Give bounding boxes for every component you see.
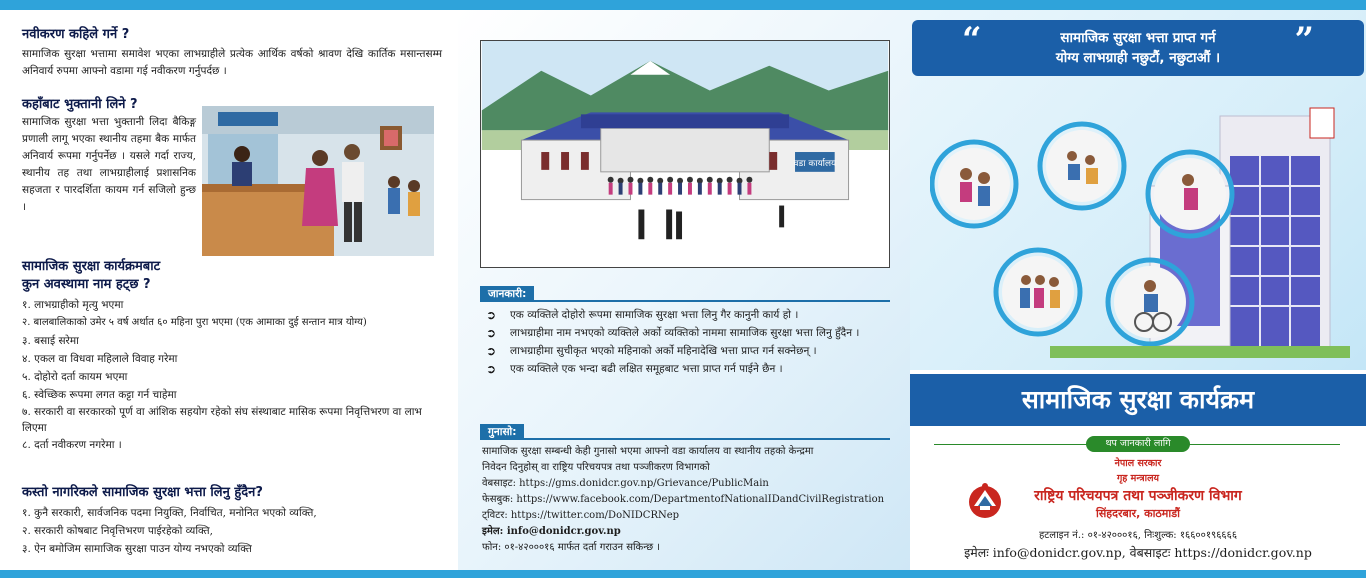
list-item: ➲ लाभग्राहीमा नाम नभएको व्यक्तिले अर्को व्यक्तिको नाममा सामाजिक सुरक्षा भत्ता लिनु हुँदैन । <box>486 326 860 340</box>
payment-body: सामाजिक सुरक्षा भत्ता भुक्तानी लिदा बैकिङ्ग प्रणाली लागू भएका स्थानीय तहमा बैक मार्फत अनिवार्य रूपमा गर्नुपर्नेछ । यसले गर्दा राज्य, स्थानीय तह तथा लाभग्राहीलाई प्रशासनिक सहजता र पारदर्शिता कायम गर्न सजिलो हुन्छ । <box>22 116 196 213</box>
org-department: राष्ट्रिय परिचयपत्र तथा पञ्जीकरण विभाग <box>1034 488 1242 504</box>
info-list <box>486 306 890 378</box>
renewal-body: सामाजिक सुरक्षा भत्तामा समावेश भएका लाभग्राहीले प्रत्येक आर्थिक वर्षको श्रावण देखि कार्तिक मसान्तसम्म अनिवार्य रुपमा आफ्नो वडामा गई नवीकरण गर्नुपर्दछ । <box>22 48 442 77</box>
ineligible-heading: कस्तो नागरिकले सामाजिक सुरक्षा भत्ता लिनु हुँदैन? <box>22 485 263 500</box>
bank-counter-illustration <box>202 106 434 256</box>
bottom-decor-strip <box>0 570 1366 578</box>
list-item: ७. सरकारी वा सरकारको पूर्ण वा आंशिक सहयोग रहेको संघ संस्थाबाट मासिक रूपमा निवृत्तिभरण वा लाभ लिएमा <box>22 406 422 434</box>
info-tag: जानकारी: <box>480 286 534 302</box>
arrow-bullet-icon: ➲ <box>486 362 497 376</box>
org-address: सिंहदरबार, काठमाडौं <box>1096 507 1180 520</box>
name-removal-section <box>22 256 442 454</box>
payment-heading: कहाँबाट भुक्तानी लिने ? <box>22 97 138 112</box>
list-item: ३. बसाई सरेमा <box>22 335 79 347</box>
slogan-box <box>912 20 1364 76</box>
grievance-email[interactable]: इमेल: info@donidcr.gov.np <box>482 526 621 537</box>
office-sign: वडा कार्यालय <box>793 158 837 169</box>
renewal-section <box>22 24 442 80</box>
list-item: ४. एकल वा विधवा महिलाले विवाह गरेमा <box>22 353 178 365</box>
left-panel <box>22 16 442 564</box>
list-item: २. बालबालिकाको उमेर ५ वर्ष अर्थात ६० महिना पुरा भएमा (एक आमाका दुई सन्तान मात्र योग्य) <box>22 317 367 328</box>
hotline-text: हटलाइन नं.: ०१-४२०००१६, निःशुल्क: १६६००१९६६६६ <box>1038 530 1238 541</box>
grievance-tag-line <box>480 438 890 440</box>
close-quote-icon: ” <box>1294 20 1314 60</box>
renewal-heading: नवीकरण कहिले गर्ने ? <box>22 27 130 42</box>
org-ministry: गृह मन्त्रालय <box>1116 473 1160 484</box>
grievance-line-2: निवेदन दिनुहोस् वा राष्ट्रिय परिचयपत्र तथा पञ्जीकरण विभागको <box>482 462 710 473</box>
arrow-bullet-icon: ➲ <box>486 308 497 322</box>
email-website-text[interactable]: इमेलः info@donidcr.gov.np, वेबसाइटः https://donidcr.gov.np <box>964 545 1312 560</box>
grievance-website-link[interactable]: वेबसाइट: https://gms.donidcr.gov.np/Grievance/PublicMain <box>482 478 769 489</box>
list-item: ➲ लाभग्राहीमा सुचीकृत भएको महिनाको अर्को महिनादेखि भत्ता प्राप्त गर्न सक्नेछन् । <box>486 344 817 358</box>
open-quote-icon: “ <box>962 20 982 60</box>
info-tag-line <box>480 300 890 302</box>
grievance-tag: गुनासो: <box>480 424 524 440</box>
more-info-pill: थप जानकारी लागि <box>1086 436 1190 452</box>
middle-panel <box>458 10 910 570</box>
grievance-line-1: सामाजिक सुरक्षा सम्बन्धी केही गुनासो भएमा आफ्नो वडा कार्यालय वा स्थानीय तहको केन्द्रमा <box>482 446 814 457</box>
grievance-twitter-link[interactable]: ट्विटर: https://twitter.com/DoNIDCRNep <box>482 510 680 521</box>
ward-office-queue-illustration <box>480 40 890 268</box>
removal-list <box>22 296 442 454</box>
list-item: १. लाभग्राहीको मृत्यु भएमा <box>22 299 124 311</box>
organization-block <box>910 456 1366 522</box>
list-item: ३. ऐन बमोजिम सामाजिक सुरक्षा पाउन योग्य नभएको व्यक्ति <box>22 543 252 555</box>
ineligible-section <box>22 482 442 558</box>
removal-heading-line2: कुन अवस्थामा नाम हट्छ ? <box>22 277 151 292</box>
removal-heading-line1: सामाजिक सुरक्षा कार्यक्रमबाट <box>22 259 161 274</box>
payment-section <box>22 94 442 264</box>
list-item: ६. स्वेच्छिक रूपमा लगत कट्टा गर्न चाहेमा <box>22 389 177 401</box>
grievance-facebook-link[interactable]: फेसबुक: https://www.facebook.com/DepartmentofNationalIDandCivilRegistration <box>482 494 885 505</box>
list-item: ८. दर्ता नवीकरण नगरेमा । <box>22 439 122 451</box>
program-title: सामाजिक सुरक्षा कार्यक्रम <box>910 374 1366 426</box>
slogan-line-2: योग्य लाभग्राही नछुटौं, नछुटाऔं । <box>1055 50 1221 66</box>
top-decor-strip <box>0 0 1366 10</box>
list-item: ➲ एक व्यक्तिले एक भन्दा बढी लक्षित समूहबाट भत्ता प्राप्त गर्न पाईने छैन । <box>486 362 783 376</box>
grievance-section <box>482 444 892 556</box>
right-panel <box>910 10 1366 570</box>
list-item: २. सरकारी कोषबाट निवृत्तिभरण पाईरहेको व्यक्ति, <box>22 525 214 537</box>
arrow-bullet-icon: ➲ <box>486 344 497 358</box>
beneficiaries-and-building-illustration <box>930 96 1350 366</box>
contact-block <box>910 528 1366 562</box>
org-government: नेपाल सरकार <box>1114 458 1162 469</box>
list-item: ➲ एक व्यक्तिले दोहोरो रूपमा सामाजिक सुरक्षा भत्ता लिनु गैर कानुनी कार्य हो । <box>486 308 799 322</box>
list-item: १. कुनै सरकारी, सार्वजनिक पदमा नियुक्ति, निर्वाचित, मनोनित भएको व्यक्ति, <box>22 507 317 519</box>
list-item: ५. दोहोरो दर्ता कायम भएमा <box>22 371 128 383</box>
grievance-phone: फोन: ०१-४२०००१६ मार्फत दर्ता गराउन सकिन्छ । <box>482 542 661 553</box>
ineligible-list <box>22 504 442 558</box>
slogan-line-1: सामाजिक सुरक्षा भत्ता प्राप्त गर्न <box>1060 30 1216 46</box>
arrow-bullet-icon: ➲ <box>486 326 497 340</box>
